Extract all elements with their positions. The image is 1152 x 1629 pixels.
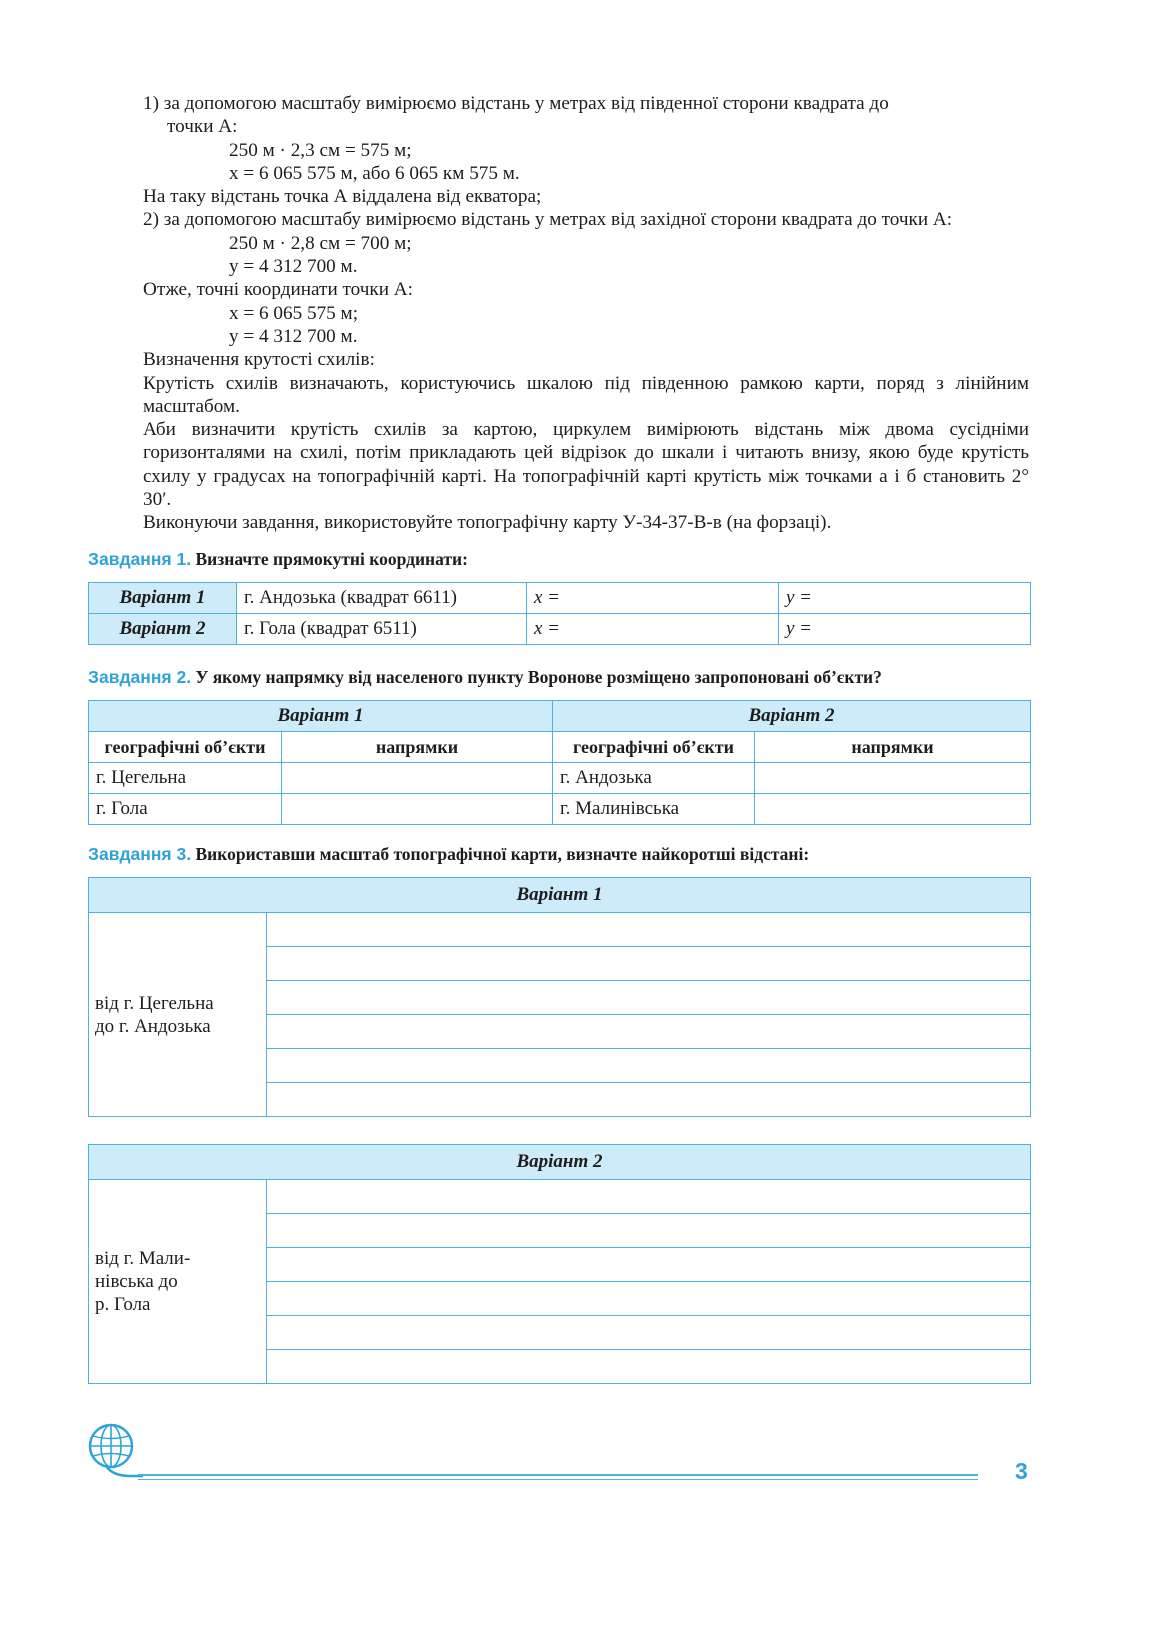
variant-cell: Варіант 1 xyxy=(89,583,237,614)
page-number: 3 xyxy=(1015,1458,1028,1484)
footer-rule-thin xyxy=(138,1479,978,1480)
table-row xyxy=(89,763,1031,794)
direction-answer-cell[interactable] xyxy=(755,794,1031,825)
table-row xyxy=(89,614,1031,645)
formula-6: y = 4 312 700 м. xyxy=(229,325,358,347)
answer-line[interactable] xyxy=(267,1214,1031,1248)
step-1-line: 1) за допомогою масштабу вимірюємо відстань у метрах від південної сторони квадрата до xyxy=(143,93,889,114)
y-answer-cell[interactable]: y = xyxy=(779,583,1031,614)
formula-3: 250 м · 2,8 см = 700 м; xyxy=(229,232,412,254)
col-directions: напрямки xyxy=(755,732,1031,763)
y-answer-cell[interactable]: y = xyxy=(779,614,1031,645)
route-label xyxy=(89,913,267,1117)
footer-rule xyxy=(138,1474,978,1480)
direction-answer-cell[interactable] xyxy=(282,763,553,794)
slope-para-2: Аби визначити крутість схилів за картою, циркулем вимірюють відстань між двома сусідніми горизонталями на схилі, потім прикладають цей відрізок до шкали і читають внизу, якою буде крутість схилу у градусах на топографічній карті. На топографічній карті крутість між точками а і б становить 2° 30′. xyxy=(143,419,1029,511)
route-label-line: р. Гола xyxy=(95,1294,151,1315)
task-3-variant-1-table xyxy=(88,877,1031,1117)
equator-text: На таку відстань точка А віддалена від екватора; xyxy=(143,186,542,208)
route-label-line: до г. Андозька xyxy=(95,1015,211,1037)
table-row xyxy=(89,583,1031,614)
map-instruction: Виконуючи завдання, використовуйте топографічну карту У-34-37-В-в (на форзаці). xyxy=(143,512,832,534)
slope-heading: Визначення крутості схилів: xyxy=(143,349,375,371)
route-label-line: нівська до xyxy=(95,1271,178,1292)
variant-2-header: Варіант 2 xyxy=(89,1145,1031,1180)
step-1-text xyxy=(143,92,1029,115)
variant-1-header: Варіант 1 xyxy=(89,701,553,732)
object-cell: г. Андозька (квадрат 6611) xyxy=(237,583,527,614)
globe-icon xyxy=(87,1422,143,1482)
formula-2: x = 6 065 575 м, або 6 065 км 575 м. xyxy=(229,162,520,184)
object-cell: г. Гола (квадрат 6511) xyxy=(237,614,527,645)
variant-cell: Варіант 2 xyxy=(89,614,237,645)
table-subheader-row xyxy=(89,732,1031,763)
formula-1: 250 м · 2,3 см = 575 м; xyxy=(229,139,412,161)
object-cell: г. Малинівська xyxy=(553,794,755,825)
step-2-text: 2) за допомогою масштабу вимірюємо відстань у метрах від західної сторони квадрата до точки А: xyxy=(143,209,953,231)
formula-5: x = 6 065 575 м; xyxy=(229,302,359,324)
step-1-cont: точки А: xyxy=(167,116,238,138)
direction-answer-cell[interactable] xyxy=(282,794,553,825)
answer-line[interactable] xyxy=(267,1180,1031,1214)
x-answer-cell[interactable]: x = xyxy=(527,583,779,614)
variant-2-header: Варіант 2 xyxy=(553,701,1031,732)
task-3-text: Використавши масштаб топографічної карти, визначте найкоротші відстані: xyxy=(195,844,810,864)
task-2-table xyxy=(88,700,1031,825)
col-directions: напрямки xyxy=(282,732,553,763)
answer-line[interactable] xyxy=(267,1350,1031,1384)
col-objects: географічні об’єкти xyxy=(89,732,282,763)
object-cell: г. Гола xyxy=(89,794,282,825)
object-cell: г. Андозька xyxy=(553,763,755,794)
answer-line[interactable] xyxy=(267,1316,1031,1350)
answer-line[interactable] xyxy=(267,1049,1031,1083)
footer-rule-thick xyxy=(138,1474,978,1476)
table-row xyxy=(89,794,1031,825)
table-header-row xyxy=(89,878,1031,913)
task-3-variant-2-table xyxy=(88,1144,1031,1384)
answer-line[interactable] xyxy=(267,1282,1031,1316)
table-header-row xyxy=(89,701,1031,732)
route-label xyxy=(89,1180,267,1384)
task-1-heading xyxy=(88,548,1030,570)
col-objects: географічні об’єкти xyxy=(553,732,755,763)
intro-text xyxy=(143,92,1029,535)
task-1-table xyxy=(88,582,1031,645)
answer-line-row xyxy=(89,913,1031,947)
task-3-heading xyxy=(88,843,1030,865)
x-answer-cell[interactable]: x = xyxy=(527,614,779,645)
task-2-heading xyxy=(88,666,1030,688)
task-1-label: Завдання 1. xyxy=(88,549,192,569)
task-2-label: Завдання 2. xyxy=(88,667,192,687)
answer-line[interactable] xyxy=(267,1015,1031,1049)
answer-line[interactable] xyxy=(267,1248,1031,1282)
slope-para-1: Крутість схилів визначають, користуючись шкалою під південною рамкою карти, поряд з лінійним масштабом. xyxy=(143,372,1029,417)
answer-line-row xyxy=(89,1180,1031,1214)
object-cell: г. Цегельна xyxy=(89,763,282,794)
table-header-row xyxy=(89,1145,1031,1180)
task-2-text: У якому напрямку від населеного пункту Воронове розміщено запропоновані об’єкти? xyxy=(195,667,882,687)
formula-4: y = 4 312 700 м. xyxy=(229,256,358,278)
route-label-line: від г. Цегельна xyxy=(95,992,214,1014)
route-label-line: від г. Мали- xyxy=(95,1248,191,1269)
task-1-text: Визначте прямокутні координати: xyxy=(195,549,468,569)
coords-summary: Отже, точні координати точки А: xyxy=(143,279,413,301)
answer-line[interactable] xyxy=(267,1083,1031,1117)
answer-line[interactable] xyxy=(267,981,1031,1015)
answer-line[interactable] xyxy=(267,947,1031,981)
answer-line[interactable] xyxy=(267,913,1031,947)
direction-answer-cell[interactable] xyxy=(755,763,1031,794)
variant-1-header: Варіант 1 xyxy=(89,878,1031,913)
task-3-label: Завдання 3. xyxy=(88,844,192,864)
